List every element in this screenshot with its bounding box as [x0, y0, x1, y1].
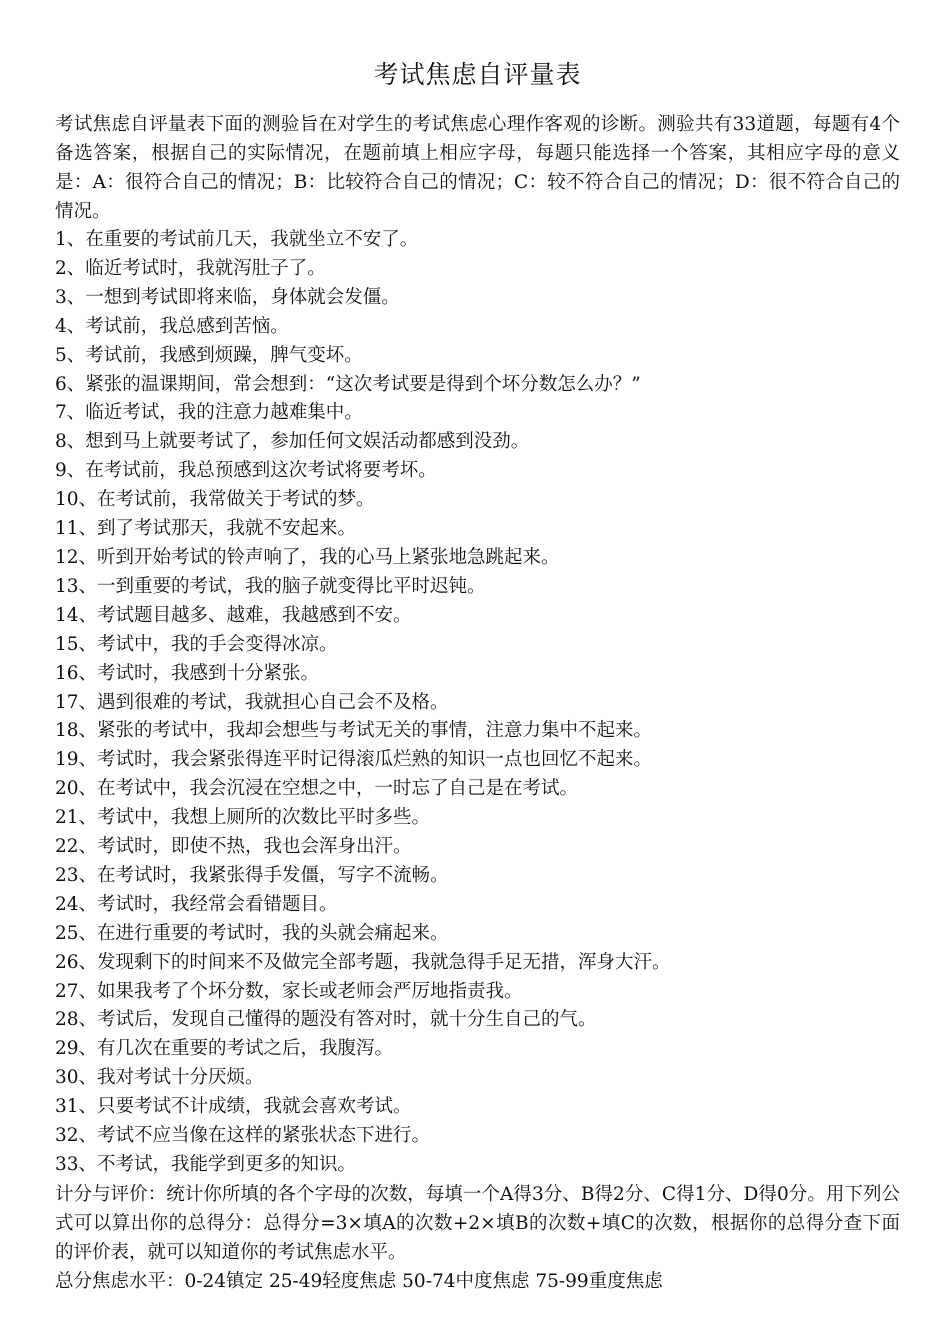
- question-item: 30、我对考试十分厌烦。: [55, 1067, 264, 1089]
- question-item: 12、听到开始考试的铃声响了，我的心马上紧张地急跳起来。: [55, 546, 560, 568]
- question-item: 2、临近考试时，我就泻肚子了。: [55, 257, 326, 279]
- question-item: 25、在进行重要的考试时，我的头就会痛起来。: [55, 922, 449, 944]
- question-item: 33、不考试，我能学到更多的知识。: [55, 1154, 357, 1175]
- question-item: 15、考试中，我的手会变得冰凉。: [55, 633, 338, 655]
- question-list: [55, 226, 900, 1180]
- scoring-paragraph: 计分与评价：统计你所填的各个字母的次数，每填一个A得3分、B得2分、C得1分、D得0分。用下列公式可以算出你的总得分：总得分=3×填A的次数+2×填B的次数+填C的次数，根据你的总得分查下面的评价表，就可以知道你的考试焦虑水平。: [55, 1183, 900, 1263]
- question-item: 17、遇到很难的考试，我就担心自己会不及格。: [55, 691, 449, 713]
- question-item: 7、临近考试，我的注意力越难集中。: [55, 402, 363, 424]
- question-item: 29、有几次在重要的考试之后，我腹泻。: [55, 1038, 394, 1060]
- question-item: 18、紧张的考试中，我却会想些与考试无关的事情，注意力集中不起来。: [55, 720, 653, 742]
- question-item: 13、一到重要的考试，我的脑子就变得比平时迟钝。: [55, 575, 486, 597]
- question-item: 24、考试时，我经常会看错题目。: [55, 893, 338, 915]
- document-page: [55, 58, 900, 1296]
- question-item: 16、考试时，我感到十分紧张。: [55, 662, 320, 684]
- question-item: 11、到了考试那天，我就不安起来。: [55, 518, 357, 540]
- question-item: 26、发现剩下的时间来不及做完全部考题，我就急得手足无措，浑身大汗。: [55, 951, 671, 973]
- question-item: 31、只要考试不计成绩，我就会喜欢考试。: [55, 1096, 412, 1118]
- question-item: 14、考试题目越多、越难，我越感到不安。: [55, 604, 412, 626]
- question-item: 19、考试时，我会紧张得连平时记得滚瓜烂熟的知识一点也回忆不起来。: [55, 749, 653, 771]
- question-item: 28、考试后，发现自己懂得的题没有答对时，就十分生自己的气。: [55, 1009, 597, 1031]
- question-item: 5、考试前，我感到烦躁，脾气变坏。: [55, 344, 363, 366]
- question-item: 20、在考试中，我会沉浸在空想之中，一时忘了自己是在考试。: [55, 778, 579, 800]
- question-item: 4、考试前，我总感到苦恼。: [55, 315, 289, 337]
- question-item: 9、在考试前，我总预感到这次考试将要考坏。: [55, 460, 437, 482]
- question-item: 6、紧张的温课期间，常会想到：“这次考试要是得到个坏分数怎么办？”: [55, 373, 641, 395]
- question-item: 23、在考试时，我紧张得手发僵，写字不流畅。: [55, 864, 449, 886]
- document-title: 考试焦虑自评量表: [373, 60, 582, 89]
- question-item: 8、想到马上就要考试了，参加任何文娱活动都感到没劲。: [55, 431, 530, 453]
- anxiety-levels: 总分焦虑水平：0-24镇定 25-49轻度焦虑 50-74中度焦虑 75-99重度焦虑: [55, 1270, 663, 1292]
- question-item: 21、考试中，我想上厕所的次数比平时多些。: [55, 807, 431, 829]
- question-item: 3、一想到考试即将来临，身体就会发僵。: [55, 286, 400, 308]
- question-item: 32、考试不应当像在这样的紧张状态下进行。: [55, 1125, 431, 1147]
- intro-paragraph: 考试焦虑自评量表下面的测验旨在对学生的考试焦虑心理作客观的诊断。测验共有33道题，每题有4个备选答案，根据自己的实际情况，在题前填上相应字母，每题只能选择一个答案，其相应字母的意义是：A：很符合自己的情况；B：比较符合自己的情况；C：较不符合自己的情况；D：很不符合自己的情况。: [55, 114, 900, 222]
- question-item: 10、在考试前，我常做关于考试的梦。: [55, 489, 375, 511]
- question-item: 27、如果我考了个坏分数，家长或老师会严厉地指责我。: [55, 980, 523, 1002]
- question-item: 22、考试时，即使不热，我也会浑身出汗。: [55, 836, 412, 858]
- question-item: 1、在重要的考试前几天，我就坐立不安了。: [55, 229, 419, 250]
